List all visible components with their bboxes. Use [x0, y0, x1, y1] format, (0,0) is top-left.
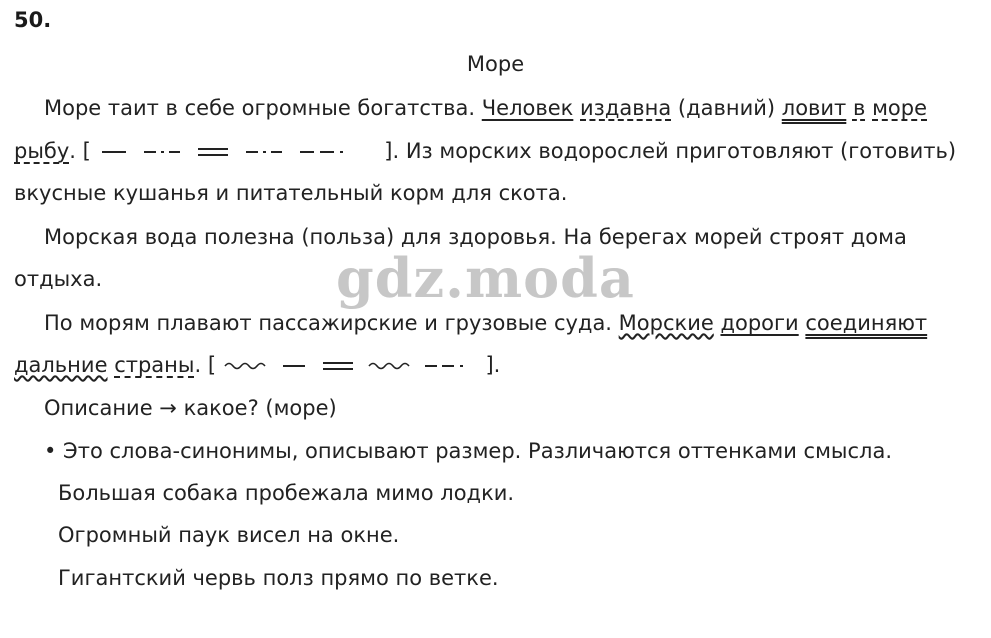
text-line-4: Морская вода полезна (польза) для здоровья. На берегах морей строят дома — [44, 225, 907, 249]
text-line-5: отдыха. — [14, 267, 103, 291]
period: . — [69, 139, 76, 163]
word-note-davniy: (давний) — [677, 96, 776, 120]
text-line-6 — [44, 310, 927, 336]
watermark: gdz.moda — [336, 246, 635, 310]
word-subject-dorogi: дороги — [720, 311, 799, 335]
text-line-1 — [44, 95, 927, 121]
word-object-rybu: рыбу — [14, 139, 70, 163]
sentence-scheme-1 — [98, 142, 378, 162]
example-sentence-3: Гигантский червь полз прямо по ветке. — [58, 566, 499, 590]
text-line-7 — [14, 352, 500, 378]
text-title: Море — [466, 52, 525, 76]
word-predicate-lovit: ловит — [781, 96, 847, 120]
word-circumstance-v: в — [852, 96, 866, 120]
scheme-bracket-close: ]. — [384, 139, 400, 163]
word-predicate-soedinyayut: соединяют — [805, 311, 928, 335]
sentence-scheme-2 — [223, 356, 479, 376]
sentence-1: Море таит в себе огромные богатства. — [44, 96, 476, 120]
scheme-bracket-close: ]. — [485, 353, 501, 377]
word-attribute-morskie: Морские — [618, 311, 714, 335]
scheme-bracket-open: [ — [207, 353, 217, 377]
word-circumstance-izdavna: издавна — [580, 96, 672, 120]
sentence-5: По морям плавают пассажирские и грузовые суда. — [44, 311, 612, 335]
text-line-9: • Это слова-синонимы, описывают размер. Различаются оттенками смысла. — [44, 439, 893, 463]
period: . — [194, 353, 202, 377]
word-attribute-dalnie: дальние — [14, 353, 108, 377]
word-subject-chelovek: Человек — [481, 96, 574, 120]
text-line-3: вкусные кушанья и питательный корм для скота. — [14, 181, 568, 205]
text-line-2 — [14, 138, 956, 164]
example-sentence-2: Огромный паук висел на окне. — [58, 523, 400, 547]
example-sentence-1: Большая собака пробежала мимо лодки. — [58, 481, 515, 505]
sentence-3-start: Из морских водорослей приготовляют (готовить) — [405, 139, 957, 163]
word-circumstance-more: море — [872, 96, 928, 120]
word-object-strany: страны — [114, 353, 195, 377]
scheme-bracket-open: [ — [82, 139, 91, 163]
task-number: 50. — [14, 8, 52, 32]
text-line-8: Описание → какое? (море) — [44, 396, 337, 420]
